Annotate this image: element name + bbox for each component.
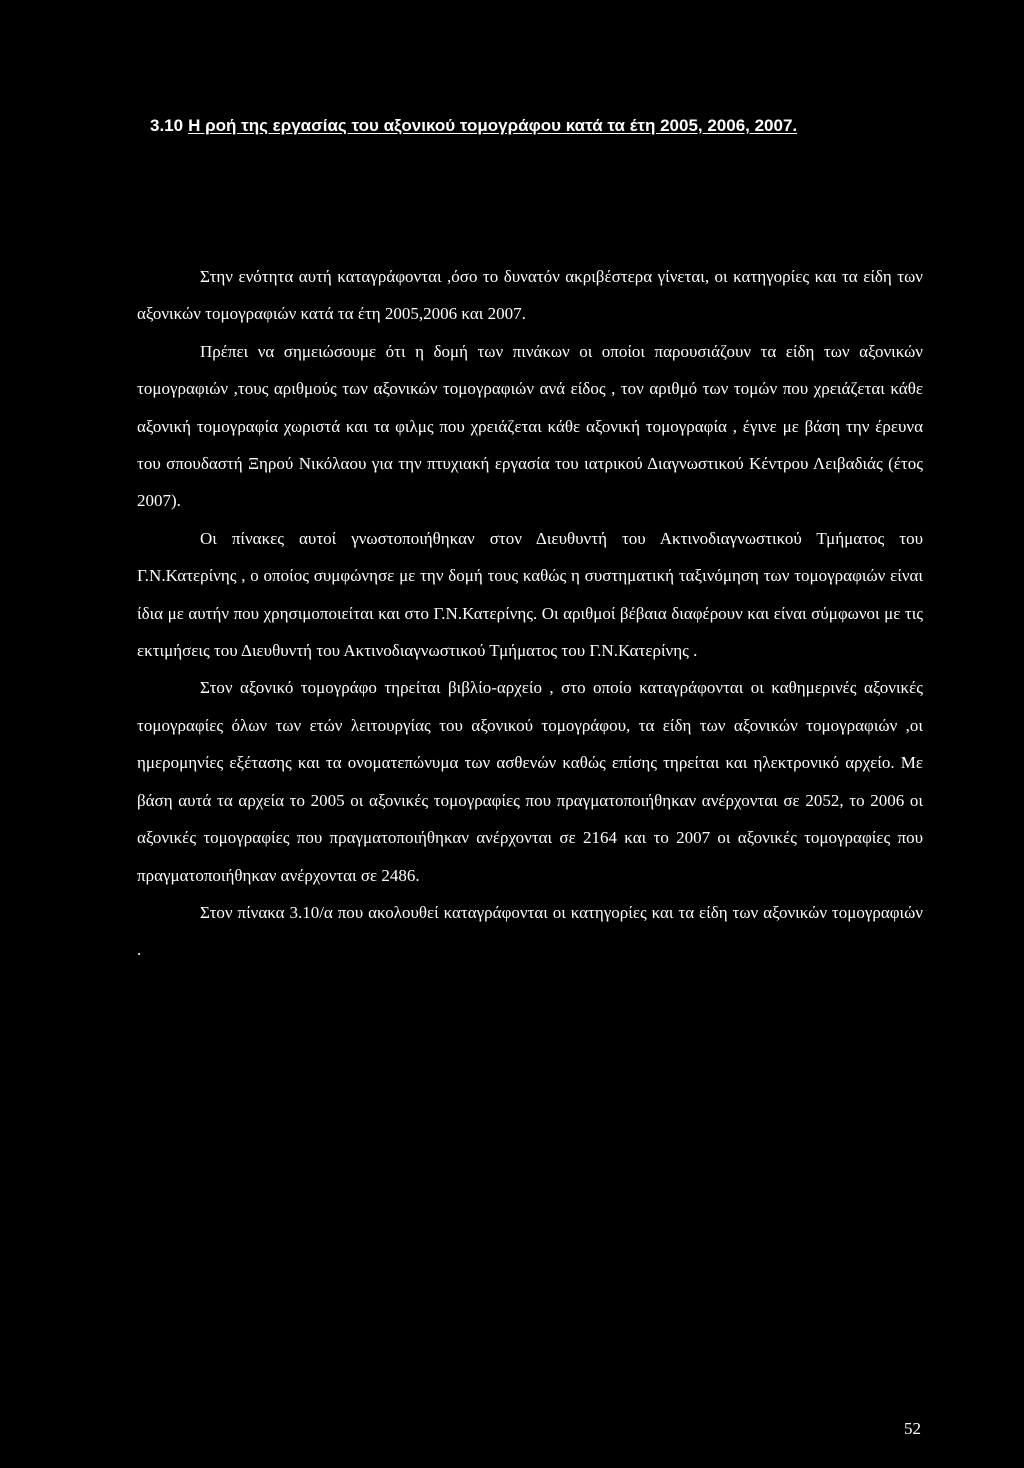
section-number: 3.10 [150, 116, 184, 135]
paragraph-director: Οι πίνακες αυτοί γνωστοποιήθηκαν στον Διευθυντή του Ακτινοδιαγνωστικού Τμήματος του Γ.Ν.Κατερίνης , ο οποίος συμφώνησε με την δομή τους καθώς η συστηματική ταξινόμηση των τομογραφιών είναι ίδια με αυτήν που χρησιμοποιείται και στο Γ.Ν.Κατερίνης. Οι αριθμοί βέβαια διαφέρουν και είναι σύμφωνοι με τις εκτιμήσεις του Διευθυντή του Ακτινοδιαγνωστικού Τμήματος του Γ.Ν.Κατερίνης . [137, 528, 923, 661]
paragraph-table-reference: Στον πίνακα 3.10/α που ακολουθεί καταγράφονται οι κατηγορίες και τα είδη των αξονικών τομογραφιών . [137, 902, 923, 960]
paragraph-intro: Στην ενότητα αυτή καταγράφονται ,όσο το δυνατόν ακριβέστερα γίνεται, οι κατηγορίες και τα είδη των αξονικών τομογραφιών κατά τα έτη 2005,2006 και 2007. [137, 267, 923, 324]
body-text [137, 258, 923, 969]
section-title: Η ροή της εργασίας του αξονικού τομογράφου κατά τα έτη 2005, 2006, 2007. [188, 116, 798, 135]
paragraph-archive: Στον αξονικό τομογράφο τηρείται βιβλίο-αρχείο , στο οποίο καταγράφονται οι καθημερινές αξονικές τομογραφίες όλων των ετών λειτουργίας του αξονικού τομογράφου, τα είδη των αξονικών τομογραφιών ,οι ημερομηνίες εξέτασης και τα ονοματεπώνυμα των ασθενών καθώς επίσης τηρείται και ηλεκτρονικό αρχείο. Με βάση αυτά τα αρχεία το 2005 οι αξονικές τομογραφίες που πραγματοποιήθηκαν ανέρχονται σε 2052, το 2006 οι αξονικές τομογραφίες που πραγματοποιήθηκαν ανέρχονται σε 2164 και το 2007 οι αξονικές τομογραφίες που πραγματοποιήθηκαν ανέρχονται σε 2486. [137, 678, 923, 885]
paragraph-table-structure: Πρέπει να σημειώσουμε ότι η δομή των πινάκων οι οποίοι παρουσιάζουν τα είδη των αξονικών τομογραφιών ,τους αριθμούς των αξονικών τομογραφιών ανά είδος , τον αριθμό των τομών που χρειάζεται κάθε αξονική τομογραφία χωριστά και τα φιλμς που χρειάζεται κάθε αξονική τομογραφία , έγινε με βάση την έρευνα του σπουδαστή Ξηρού Νικόλαου για την πτυχιακή εργασία του ιατρικού Διαγνωστικού Κέντρου Λειβαδιάς (έτος 2007). [137, 341, 923, 511]
page-number: 52 [904, 1419, 921, 1438]
section-heading [150, 116, 797, 136]
